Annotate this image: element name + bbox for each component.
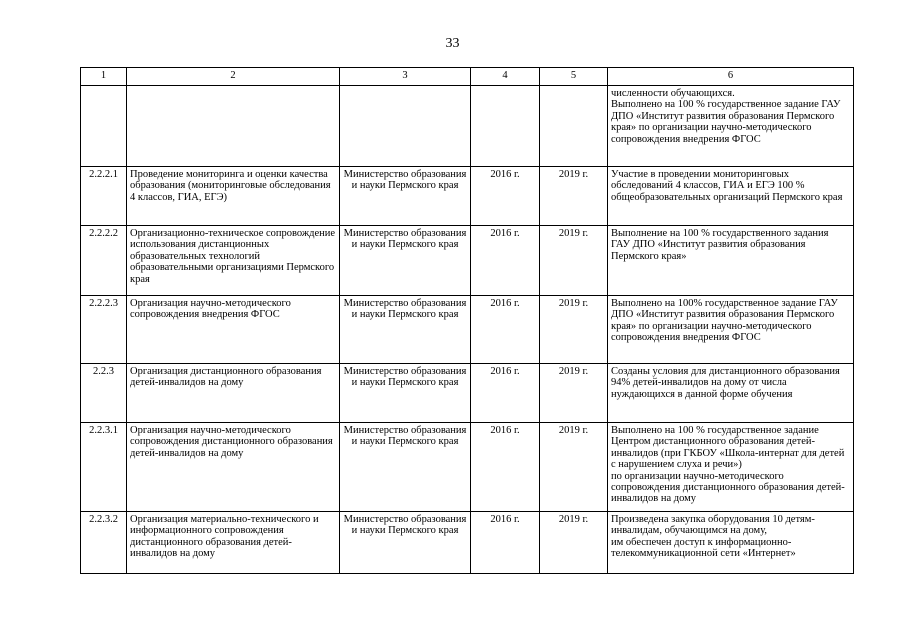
start-year-cell <box>471 167 540 226</box>
row-number-cell <box>81 423 127 512</box>
executor: Министерство образования и науки Пермского края <box>343 514 467 537</box>
executor: Министерство образования и науки Пермского края <box>343 298 467 321</box>
start-year-cell <box>471 296 540 364</box>
start-year: 2016 г. <box>490 425 520 436</box>
row-number-cell <box>81 167 127 226</box>
executor-cell <box>340 296 471 364</box>
header-col-6: 6 <box>608 68 854 86</box>
executor-cell <box>340 226 471 296</box>
row-number: 2.2.3.2 <box>89 514 118 525</box>
end-year-cell <box>540 226 608 296</box>
end-year-cell <box>540 167 608 226</box>
table-row <box>81 512 854 574</box>
row-number: 2.2.2.2 <box>89 228 118 239</box>
end-year: 2019 г. <box>558 298 589 309</box>
end-year: 2019 г. <box>558 425 589 436</box>
activity-name-cell <box>127 226 340 296</box>
activity-name: Проведение мониторинга и оценки качества образования (мониторинговые обследования 4 классов, ГИА, ЕГЭ) <box>130 169 331 203</box>
start-year: 2016 г. <box>490 298 520 309</box>
activity-name-cell <box>127 296 340 364</box>
end-year-cell <box>540 86 608 167</box>
end-year-cell <box>540 423 608 512</box>
row-number-cell <box>81 86 127 167</box>
header-col-2: 2 <box>127 68 340 86</box>
header-col-4: 4 <box>471 68 540 86</box>
result-text: численности обучающихся. Выполнено на 100 % государственное задание ГАУ ДПО «Институт развития образования Пермского края» по организации научно-методического сопровождения внедрения ФГОС <box>611 88 841 145</box>
executor-cell <box>340 167 471 226</box>
executor: Министерство образования и науки Пермского края <box>343 366 467 389</box>
table-row <box>81 423 854 512</box>
result-text-cell <box>608 86 854 167</box>
result-text-cell <box>608 296 854 364</box>
header-col-5: 5 <box>540 68 608 86</box>
end-year: 2019 г. <box>558 366 589 377</box>
result-text-cell <box>608 423 854 512</box>
row-number-cell <box>81 296 127 364</box>
end-year: 2019 г. <box>558 514 589 525</box>
table-row <box>81 226 854 296</box>
executor-cell <box>340 512 471 574</box>
activity-name-cell <box>127 423 340 512</box>
start-year-cell <box>471 423 540 512</box>
activity-name: Организация научно-методического сопровождения дистанционного образования детей-инвалидов на дому <box>130 425 333 459</box>
activity-name-cell <box>127 167 340 226</box>
executor-cell <box>340 364 471 423</box>
activity-name: Организация научно-методического сопровождения внедрения ФГОС <box>130 298 291 321</box>
executor: Министерство образования и науки Пермского края <box>343 228 467 251</box>
activities-table <box>80 67 854 574</box>
activity-name: Организация материально-технического и информационного сопровождения дистанционного образования детей-инвалидов на дому <box>130 514 319 560</box>
end-year: 2019 г. <box>558 228 589 239</box>
activity-name: Организационно-техническое сопровождение использования дистанционных образовательных технологий образовательными организациями Пермского края <box>130 228 336 285</box>
row-number: 2.2.3.1 <box>89 425 118 436</box>
header-col-3: 3 <box>340 68 471 86</box>
result-text: Созданы условия для дистанционного образования 94% детей-инвалидов на дому от числа нуждающихся в данной форме обучения <box>611 366 840 400</box>
activity-name-cell <box>127 512 340 574</box>
row-number: 2.2.2.3 <box>89 298 118 309</box>
start-year-cell <box>471 226 540 296</box>
page-number: 33 <box>445 36 460 51</box>
row-number-cell <box>81 512 127 574</box>
result-text: Произведена закупка оборудования 10 детям-инвалидам, обучающимся на дому, им обеспечен доступ к информационно-телекоммуникационной сети «Интернет» <box>611 514 815 560</box>
result-text-cell <box>608 364 854 423</box>
header-row <box>81 68 854 86</box>
start-year-cell <box>471 86 540 167</box>
executor-cell <box>340 423 471 512</box>
start-year: 2016 г. <box>490 366 520 377</box>
table-row <box>81 296 854 364</box>
executor: Министерство образования и науки Пермского края <box>343 425 467 448</box>
row-number-cell <box>81 364 127 423</box>
table-row <box>81 364 854 423</box>
activity-name-cell <box>127 364 340 423</box>
start-year-cell <box>471 512 540 574</box>
result-text: Участие в проведении мониторинговых обследований 4 классов, ГИА и ЕГЭ 100 % общеобразовательных организаций Пермского края <box>611 169 843 203</box>
table-row <box>81 86 854 167</box>
start-year-cell <box>471 364 540 423</box>
result-text-cell <box>608 167 854 226</box>
row-number: 2.2.2.1 <box>89 169 118 180</box>
end-year-cell <box>540 364 608 423</box>
result-text-cell <box>608 512 854 574</box>
result-text: Выполнено на 100 % государственное задание Центром дистанционного образования детей-инвалидов (при ГКБОУ «Школа-интернат для детей с нарушением слуха и речи») по организации научно-методического сопровождения дистанционного образования детей-инвалидов на дому <box>611 425 845 505</box>
row-number: 2.2.3 <box>93 366 114 377</box>
row-number-cell <box>81 226 127 296</box>
end-year-cell <box>540 512 608 574</box>
activity-name: Организация дистанционного образования детей-инвалидов на дому <box>130 366 322 389</box>
end-year: 2019 г. <box>558 169 589 180</box>
start-year: 2016 г. <box>490 228 520 239</box>
start-year: 2016 г. <box>490 514 520 525</box>
executor-cell <box>340 86 471 167</box>
activity-name-cell <box>127 86 340 167</box>
result-text-cell <box>608 226 854 296</box>
table-row <box>81 167 854 226</box>
header-col-1: 1 <box>81 68 127 86</box>
end-year-cell <box>540 296 608 364</box>
executor: Министерство образования и науки Пермского края <box>343 169 467 192</box>
result-text: Выполнение на 100 % государственного задания ГАУ ДПО «Институт развития образования Пермского края» <box>611 228 829 262</box>
start-year: 2016 г. <box>490 169 520 180</box>
result-text: Выполнено на 100% государственное задание ГАУ ДПО «Институт развития образования Пермского края» по организации научно-методического сопровождения внедрения ФГОС <box>611 298 838 344</box>
